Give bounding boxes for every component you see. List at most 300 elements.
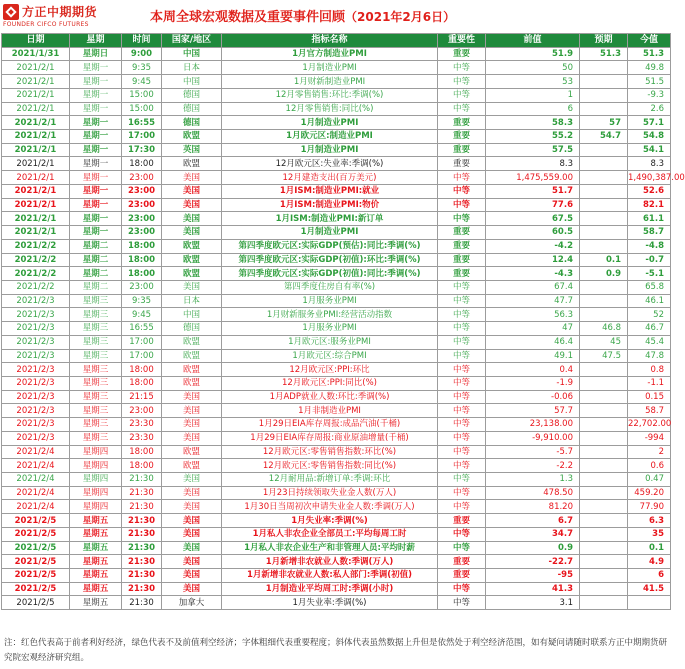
table-cell: 21:30: [122, 541, 162, 555]
table-cell: 47.7: [486, 294, 580, 308]
table-cell: 2021/2/3: [2, 418, 70, 432]
table-cell: 2021/2/3: [2, 363, 70, 377]
table-cell: 2021/2/4: [2, 500, 70, 514]
column-header: 预期: [580, 34, 628, 48]
table-cell: 57.5: [486, 143, 580, 157]
table-cell: 1月官方制造业PMI: [222, 47, 438, 61]
table-cell: 星期四: [70, 500, 122, 514]
table-cell: 星期二: [70, 267, 122, 281]
table-row: [2, 486, 671, 500]
table-cell: 16:55: [122, 116, 162, 130]
table-cell: 1月ADP就业人数:环比:季调(%): [222, 390, 438, 404]
table-row: [2, 459, 671, 473]
table-cell: 21:30: [122, 596, 162, 610]
table-cell: 21:30: [122, 473, 162, 487]
table-cell: 星期三: [70, 418, 122, 432]
table-cell: 星期五: [70, 569, 122, 583]
table-cell: [628, 596, 671, 610]
table-cell: 中等: [438, 473, 486, 487]
table-cell: 0.1: [580, 253, 628, 267]
table-cell: -1.9: [486, 376, 580, 390]
column-header: 前值: [486, 34, 580, 48]
table-cell: 2021/2/1: [2, 184, 70, 198]
table-row: [2, 184, 671, 198]
table-row: [2, 171, 671, 185]
events-table: [1, 33, 685, 610]
table-cell: 478.50: [486, 486, 580, 500]
table-cell: [580, 404, 628, 418]
table-cell: 53: [486, 75, 580, 89]
table-cell: 1月服务业PMI: [222, 322, 438, 336]
table-cell: 星期五: [70, 596, 122, 610]
table-cell: 47.8: [628, 349, 671, 363]
table-cell: 23:30: [122, 418, 162, 432]
table-cell: 18:00: [122, 445, 162, 459]
table-cell: 中等: [438, 500, 486, 514]
table-row: [2, 116, 671, 130]
table-cell: 欧盟: [162, 445, 222, 459]
table-cell: 2021/2/5: [2, 582, 70, 596]
table-cell: [580, 376, 628, 390]
table-cell: 英国: [162, 143, 222, 157]
table-cell: 欧盟: [162, 363, 222, 377]
table-cell: 18:00: [122, 253, 162, 267]
table-cell: [580, 75, 628, 89]
table-cell: 星期一: [70, 157, 122, 171]
table-cell: 57.7: [486, 404, 580, 418]
table-cell: 21:30: [122, 582, 162, 596]
table-cell: -5.7: [486, 445, 580, 459]
table-cell: 2021/2/2: [2, 239, 70, 253]
table-row: [2, 418, 671, 432]
table-cell: 4.9: [628, 555, 671, 569]
table-cell: 中等: [438, 171, 486, 185]
table-cell: 美国: [162, 569, 222, 583]
table-row: [2, 445, 671, 459]
table-cell: 9:35: [122, 294, 162, 308]
table-cell: [580, 308, 628, 322]
table-cell: 1月ISM:制造业PMI:就业: [222, 184, 438, 198]
table-cell: 12月建造支出(百万美元): [222, 171, 438, 185]
table-cell: 加拿大: [162, 596, 222, 610]
table-cell: 中等: [438, 431, 486, 445]
table-cell: 1,490,387.00: [628, 172, 685, 183]
table-cell: 1月服务业PMI: [222, 294, 438, 308]
table-cell: 中等: [438, 198, 486, 212]
table-cell: [580, 431, 628, 445]
table-cell: 欧盟: [162, 239, 222, 253]
table-cell: 美国: [162, 527, 222, 541]
table-cell: 1月私人非农企业生产和非管理人员:平均时薪: [222, 541, 438, 555]
table-cell: 中等: [438, 390, 486, 404]
table-cell: 1月失业率:季调(%): [222, 596, 438, 610]
table-cell: 17:00: [122, 130, 162, 144]
table-cell: 中等: [438, 445, 486, 459]
table-cell: 2021/2/1: [2, 75, 70, 89]
table-cell: 21:30: [122, 486, 162, 500]
table-cell: 45.4: [628, 335, 671, 349]
table-cell: 1月制造业PMI: [222, 226, 438, 240]
table-cell: 55.2: [486, 130, 580, 144]
table-cell: 欧盟: [162, 130, 222, 144]
table-cell: 8.3: [628, 157, 671, 171]
table-cell: 中等: [438, 541, 486, 555]
table-row: [2, 473, 671, 487]
table-cell: 1月失业率:季调(%): [222, 514, 438, 528]
table-cell: 2021/2/5: [2, 555, 70, 569]
table-cell: 星期三: [70, 431, 122, 445]
title-date: （2021年2月6日）: [345, 10, 456, 24]
table-cell: 欧盟: [162, 349, 222, 363]
table-cell: 星期一: [70, 75, 122, 89]
table-cell: 41.3: [486, 582, 580, 596]
table-cell: [580, 171, 628, 185]
table-cell: 2021/2/4: [2, 445, 70, 459]
table-cell: 21:30: [122, 569, 162, 583]
table-cell: 41.5: [628, 582, 671, 596]
table-cell: 2.6: [628, 102, 671, 116]
table-cell: 中等: [438, 376, 486, 390]
table-cell: 重要: [438, 226, 486, 240]
table-cell: 美国: [162, 486, 222, 500]
table-cell: 星期四: [70, 459, 122, 473]
table-cell: 重要: [438, 253, 486, 267]
table-cell: 2021/2/1: [2, 226, 70, 240]
table-cell: 2021/2/1: [2, 198, 70, 212]
logo-icon: [3, 4, 19, 20]
table-cell: 中等: [438, 75, 486, 89]
table-cell: 2021/2/3: [2, 294, 70, 308]
table-cell: 星期三: [70, 308, 122, 322]
table-cell: -0.7: [628, 253, 671, 267]
table-cell: 2021/2/5: [2, 569, 70, 583]
table-cell: 0.1: [628, 541, 671, 555]
table-row: [2, 75, 671, 89]
table-cell: 51.3: [580, 47, 628, 61]
table-cell: 34.7: [486, 527, 580, 541]
table-cell: 12月欧元区:PPI:同比(%): [222, 376, 438, 390]
table-cell: [580, 486, 628, 500]
table-cell: 1,475,559.00: [486, 171, 580, 185]
table-cell: 81.20: [486, 500, 580, 514]
table-cell: 重要: [438, 143, 486, 157]
table-cell: [580, 363, 628, 377]
table-cell: 1.3: [486, 473, 580, 487]
table-cell: 1月制造业PMI: [222, 116, 438, 130]
table-cell: 2021/2/1: [2, 143, 70, 157]
table-cell: 23:30: [122, 431, 162, 445]
table-cell: 星期五: [70, 582, 122, 596]
table-cell: -2.2: [486, 459, 580, 473]
table-row: [2, 500, 671, 514]
table-cell: 欧盟: [162, 267, 222, 281]
table-cell: 54.8: [628, 130, 671, 144]
table-row: [2, 61, 671, 75]
table-cell: 15:00: [122, 102, 162, 116]
table-cell: 23,138.00: [486, 418, 580, 432]
table-cell: 2021/2/3: [2, 335, 70, 349]
table-cell: 星期一: [70, 198, 122, 212]
table-row: [2, 239, 671, 253]
table-cell: 21:30: [122, 527, 162, 541]
table-header-row: [2, 34, 671, 48]
table-cell: 56.3: [486, 308, 580, 322]
table-cell: 9:45: [122, 308, 162, 322]
table-cell: 中等: [438, 486, 486, 500]
table-cell: 星期二: [70, 253, 122, 267]
table-cell: 美国: [162, 171, 222, 185]
column-header: 星期: [70, 34, 122, 48]
table-cell: 星期一: [70, 61, 122, 75]
table-row: [2, 130, 671, 144]
table-row: [2, 555, 671, 569]
table-cell: 12月零售销售:环比:季调(%): [222, 88, 438, 102]
table-cell: 星期一: [70, 171, 122, 185]
table-cell: 54.1: [628, 143, 671, 157]
table-cell: -994: [628, 431, 671, 445]
footnote: 注：红色代表高于前者利好经济，绿色代表不及前值利空经济；字体粗细代表重要程度；斜体代表虽然数据上升但是依然处于利空经济范围，如有疑问请随时联系方正中期期货研究院宏观经济研究组。: [4, 638, 668, 663]
table-cell: 2021/2/5: [2, 527, 70, 541]
table-cell: [580, 390, 628, 404]
table-row: [2, 376, 671, 390]
table-cell: 46.7: [628, 322, 671, 336]
table-cell: 星期一: [70, 184, 122, 198]
table-cell: 51.3: [628, 47, 671, 61]
table-cell: 星期一: [70, 226, 122, 240]
table-cell: 23:00: [122, 198, 162, 212]
table-cell: 星期四: [70, 473, 122, 487]
table-row: [2, 527, 671, 541]
table-cell: 61.1: [628, 212, 671, 226]
table-cell: 0.9: [580, 267, 628, 281]
table-cell: 47.5: [580, 349, 628, 363]
table-cell: 2021/2/4: [2, 473, 70, 487]
table-cell: 中等: [438, 308, 486, 322]
table-cell: 8.3: [486, 157, 580, 171]
table-cell: 中等: [438, 418, 486, 432]
table-cell: [580, 226, 628, 240]
table-cell: [580, 61, 628, 75]
table-cell: [580, 555, 628, 569]
table-cell: 星期一: [70, 88, 122, 102]
table-cell: 65.8: [628, 280, 671, 294]
table-cell: 中等: [438, 582, 486, 596]
table-row: [2, 212, 671, 226]
table-cell: 中等: [438, 596, 486, 610]
table-cell: 15:00: [122, 88, 162, 102]
logo-cn-text: 方正中期期货: [22, 5, 98, 19]
table-cell: 21:30: [122, 500, 162, 514]
table-row: [2, 596, 671, 610]
table-cell: 星期四: [70, 486, 122, 500]
table-cell: 2021/2/3: [2, 322, 70, 336]
table-cell: [580, 582, 628, 596]
table-cell: 2021/2/3: [2, 376, 70, 390]
table-cell: 2021/2/3: [2, 431, 70, 445]
table-cell: 中等: [438, 61, 486, 75]
table-cell: 重要: [438, 267, 486, 281]
column-header: 时间: [122, 34, 162, 48]
table-cell: 星期三: [70, 404, 122, 418]
table-cell: -4.2: [486, 239, 580, 253]
table-cell: 17:30: [122, 143, 162, 157]
table-cell: 中等: [438, 322, 486, 336]
table-cell: 1月ISM:制造业PMI:物价: [222, 198, 438, 212]
table-cell: 德国: [162, 88, 222, 102]
table-cell: 77.6: [486, 198, 580, 212]
table-cell: 23:00: [122, 226, 162, 240]
table-cell: 中等: [438, 335, 486, 349]
table-cell: 2021/2/5: [2, 541, 70, 555]
table-cell: 57.1: [628, 116, 671, 130]
table-cell: 49.1: [486, 349, 580, 363]
table-cell: 星期日: [70, 47, 122, 61]
table-cell: 459.20: [628, 486, 671, 500]
table-cell: [580, 143, 628, 157]
table-cell: 第四季度欧元区:实际GDP(初值):同比:季调(%): [222, 267, 438, 281]
table-cell: 1月新增非农就业人数:季调(万人): [222, 555, 438, 569]
table-cell: 重要: [438, 116, 486, 130]
table-cell: 51.5: [628, 75, 671, 89]
table-cell: [580, 541, 628, 555]
table-row: [2, 294, 671, 308]
table-cell: 17:00: [122, 349, 162, 363]
table-cell: 46.1: [628, 294, 671, 308]
table-cell: 1月新增非农就业人数:私人部门:季调(初值): [222, 569, 438, 583]
table-cell: 2021/2/3: [2, 308, 70, 322]
table-cell: 美国: [162, 473, 222, 487]
table-cell: 欧盟: [162, 459, 222, 473]
table-cell: 58.7: [628, 226, 671, 240]
table-cell: 美国: [162, 184, 222, 198]
table-cell: 23:00: [122, 171, 162, 185]
table-cell: 2021/2/1: [2, 157, 70, 171]
table-cell: 2021/2/2: [2, 280, 70, 294]
table-cell: 星期三: [70, 363, 122, 377]
table-cell: 2021/2/3: [2, 390, 70, 404]
table-cell: [580, 184, 628, 198]
table-cell: 58.7: [628, 404, 671, 418]
table-cell: 中等: [438, 102, 486, 116]
table-cell: 中国: [162, 308, 222, 322]
table-cell: 1月财新制造业PMI: [222, 75, 438, 89]
table-cell: 中等: [438, 527, 486, 541]
table-cell: 52.6: [628, 184, 671, 198]
table-cell: 中国: [162, 75, 222, 89]
table-cell: 2021/2/1: [2, 212, 70, 226]
table-cell: 欧盟: [162, 335, 222, 349]
table-row: [2, 308, 671, 322]
table-cell: 第四季度住房自有率(%): [222, 280, 438, 294]
table-cell: 星期一: [70, 130, 122, 144]
table-cell: 2021/2/1: [2, 116, 70, 130]
table-cell: 星期三: [70, 294, 122, 308]
column-header: 指标名称: [222, 34, 438, 48]
table-cell: 1月私人非农企业全部员工:平均每周工时: [222, 527, 438, 541]
table-cell: 46.4: [486, 335, 580, 349]
table-cell: [580, 596, 628, 610]
table-cell: -0.06: [486, 390, 580, 404]
table-row: [2, 102, 671, 116]
table-cell: 美国: [162, 431, 222, 445]
table-cell: 欧盟: [162, 253, 222, 267]
table-cell: 1月ISM:制造业PMI:新订单: [222, 212, 438, 226]
table-cell: 星期一: [70, 143, 122, 157]
table-cell: -95: [486, 569, 580, 583]
table-cell: 中等: [438, 184, 486, 198]
table-cell: 1月制造业PMI: [222, 143, 438, 157]
table-cell: 12月欧元区:零售销售指数:同比(%): [222, 459, 438, 473]
table-cell: 中国: [162, 47, 222, 61]
table-cell: 21:15: [122, 390, 162, 404]
table-cell: -1.1: [628, 376, 671, 390]
table-cell: 6: [628, 569, 671, 583]
table-cell: 45: [580, 335, 628, 349]
logo-en-text: FOUNDER CIFCO FUTURES: [3, 21, 89, 28]
table-cell: 51.7: [486, 184, 580, 198]
table-cell: [580, 102, 628, 116]
table-cell: 82.1: [628, 198, 671, 212]
column-header: 日期: [2, 34, 70, 48]
table-cell: 美国: [162, 280, 222, 294]
table-cell: 2: [628, 445, 671, 459]
table-cell: 12月欧元区:PPI:环比: [222, 363, 438, 377]
table-cell: 1月23日持续领取失业金人数(万人): [222, 486, 438, 500]
table-cell: 第四季度欧元区:实际GDP(初值):环比:季调(%): [222, 253, 438, 267]
table-cell: 2021/2/1: [2, 61, 70, 75]
table-cell: 第四季度欧元区:实际GDP(预估):同比:季调(%): [222, 239, 438, 253]
table-cell: 23:00: [122, 280, 162, 294]
table-cell: 星期二: [70, 239, 122, 253]
table-cell: 12月耐用品:新增订单:季调:环比: [222, 473, 438, 487]
table-cell: 中等: [438, 294, 486, 308]
table-cell: 星期二: [70, 280, 122, 294]
table-cell: 18:00: [122, 239, 162, 253]
table-cell: 0.15: [628, 390, 671, 404]
table-cell: 中等: [438, 212, 486, 226]
table-cell: 67.4: [486, 280, 580, 294]
table-cell: 2021/2/1: [2, 88, 70, 102]
table-row: [2, 582, 671, 596]
table-cell: 中等: [438, 404, 486, 418]
table-cell: 美国: [162, 390, 222, 404]
table-cell: [580, 239, 628, 253]
table-cell: -4.8: [628, 239, 671, 253]
table-cell: 美国: [162, 226, 222, 240]
table-cell: 中等: [438, 349, 486, 363]
table-cell: 18:00: [122, 376, 162, 390]
table-cell: 67.5: [486, 212, 580, 226]
table-cell: [580, 514, 628, 528]
column-header: 今值: [628, 34, 671, 48]
table-cell: 星期三: [70, 376, 122, 390]
table-cell: 6.3: [628, 514, 671, 528]
table-row: [2, 280, 671, 294]
table-cell: 50: [486, 61, 580, 75]
table-row: [2, 363, 671, 377]
table-row: [2, 322, 671, 336]
table-cell: 德国: [162, 116, 222, 130]
table-cell: 23:00: [122, 184, 162, 198]
table-cell: 美国: [162, 418, 222, 432]
table-cell: [580, 212, 628, 226]
table-cell: [580, 500, 628, 514]
table-cell: 美国: [162, 541, 222, 555]
table-cell: [580, 294, 628, 308]
table-cell: 星期三: [70, 322, 122, 336]
table-cell: 6.7: [486, 514, 580, 528]
table-cell: 2021/2/1: [2, 102, 70, 116]
